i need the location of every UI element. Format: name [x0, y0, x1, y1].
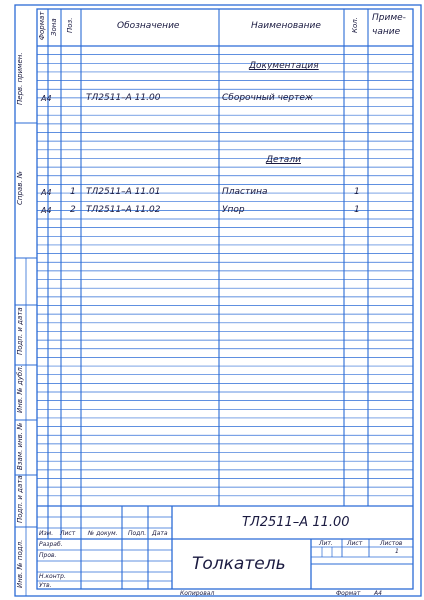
footer-format-label: Формат [336, 590, 361, 597]
row-designation: ТЛ2511–А 11.00 [86, 93, 161, 103]
footer-copied: Копировал [180, 590, 215, 597]
label-lit: Лит. [319, 540, 333, 547]
title-block-doc-code: ТЛ2511–А 11.00 [242, 515, 350, 530]
header-designation: Обозначение [117, 21, 180, 31]
header-format: Формат [38, 11, 46, 40]
label-listov: Листов [380, 540, 403, 547]
listov-value: 1 [395, 548, 399, 555]
row-pos: 1 [70, 187, 76, 197]
label-n-kontr: Н.контр. [39, 573, 66, 580]
side-label-orig-inv: Инв. № подл. [16, 539, 24, 588]
header-note-1: Приме- [372, 13, 406, 23]
side-label-dup-inv: Инв. № дубл. [16, 365, 24, 413]
section-parts: Детали [266, 155, 301, 165]
row-name: Пластина [222, 187, 268, 197]
header-pos: Поз. [66, 17, 74, 33]
header-qty: Кол. [351, 17, 359, 33]
side-label-first-use: Перв. примен. [16, 52, 24, 105]
row-name: Сборочный чертеж [222, 93, 314, 103]
row-format: A4 [41, 206, 52, 215]
row-name: Упор [222, 205, 245, 215]
col-doc-no: № докум. [88, 530, 118, 537]
side-label-replace-inv: Взам. инв. № [16, 422, 24, 470]
row-designation: ТЛ2511–А 11.02 [86, 205, 161, 215]
label-prov: Пров. [39, 552, 57, 559]
title-block-title: Толкатель [192, 554, 286, 574]
header-name: Наименование [251, 21, 321, 31]
side-label-ref-no: Справ. № [16, 170, 24, 205]
header-note-2: чание [372, 27, 401, 37]
row-qty: 1 [354, 205, 360, 215]
side-label-sign-date-2: Подп. и дата [16, 475, 24, 523]
col-date: Дата [152, 530, 168, 537]
header-zone: Зона [50, 18, 58, 36]
section-documentation: Документация [249, 61, 319, 71]
row-pos: 2 [70, 205, 76, 215]
label-list: Лист [347, 540, 363, 547]
side-label-sign-date-1: Подп. и дата [16, 307, 24, 355]
label-utv: Утв. [39, 582, 52, 589]
col-list: Лист [60, 530, 76, 537]
col-sign: Подп. [128, 530, 147, 537]
label-razrab: Разраб. [39, 541, 63, 548]
row-designation: ТЛ2511–А 11.01 [86, 187, 161, 197]
row-format: A4 [41, 188, 52, 197]
col-izm: Изм. [39, 530, 54, 537]
row-qty: 1 [354, 187, 360, 197]
row-format: A4 [41, 94, 52, 103]
footer-format-value: A4 [374, 590, 382, 597]
